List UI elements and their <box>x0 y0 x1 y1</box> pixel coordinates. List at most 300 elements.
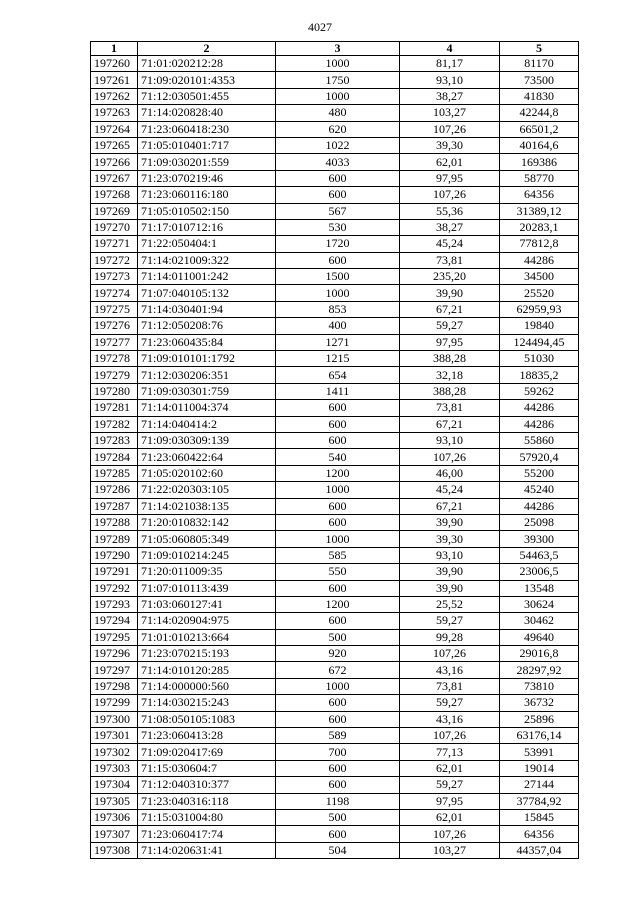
table-row <box>91 449 579 465</box>
table-row <box>91 728 579 744</box>
row-id-cell: 197307 <box>91 826 138 842</box>
value-cell: 73500 <box>500 72 579 88</box>
area-cell: 600 <box>276 498 400 514</box>
value-cell: 20283,1 <box>500 219 579 235</box>
row-id-cell: 197303 <box>91 760 138 776</box>
area-cell: 600 <box>276 826 400 842</box>
cadastral-number-cell: 71:01:010213:664 <box>138 629 276 645</box>
area-cell: 1198 <box>276 793 400 809</box>
cadastral-number-cell: 71:03:060127:41 <box>138 596 276 612</box>
area-cell: 1200 <box>276 465 400 481</box>
area-cell: 620 <box>276 121 400 137</box>
value-cell: 54463,5 <box>500 547 579 563</box>
row-id-cell: 197272 <box>91 252 138 268</box>
value-cell: 36732 <box>500 695 579 711</box>
table-row <box>91 432 579 448</box>
cadastral-number-cell: 71:09:010101:1792 <box>138 351 276 367</box>
rate-cell: 38,27 <box>400 88 500 104</box>
area-cell: 1000 <box>276 285 400 301</box>
area-cell: 600 <box>276 170 400 186</box>
value-cell: 44286 <box>500 252 579 268</box>
value-cell: 55200 <box>500 465 579 481</box>
cadastral-number-cell: 71:23:070215:193 <box>138 646 276 662</box>
value-cell: 30462 <box>500 613 579 629</box>
rate-cell: 67,21 <box>400 301 500 317</box>
area-cell: 1720 <box>276 236 400 252</box>
table-row <box>91 170 579 186</box>
value-cell: 64356 <box>500 826 579 842</box>
value-cell: 66501,2 <box>500 121 579 137</box>
table-body <box>91 56 579 859</box>
value-cell: 57920,4 <box>500 449 579 465</box>
rate-cell: 39,30 <box>400 531 500 547</box>
area-cell: 600 <box>276 695 400 711</box>
area-cell: 1200 <box>276 596 400 612</box>
row-id-cell: 197287 <box>91 498 138 514</box>
value-cell: 39300 <box>500 531 579 547</box>
rate-cell: 67,21 <box>400 416 500 432</box>
cadastral-number-cell: 71:08:050105:1083 <box>138 711 276 727</box>
table-row <box>91 416 579 432</box>
rate-cell: 25,52 <box>400 596 500 612</box>
rate-cell: 45,24 <box>400 482 500 498</box>
value-cell: 18835,2 <box>500 367 579 383</box>
rate-cell: 32,18 <box>400 367 500 383</box>
area-cell: 500 <box>276 809 400 825</box>
area-cell: 600 <box>276 613 400 629</box>
rate-cell: 38,27 <box>400 219 500 235</box>
rate-cell: 39,30 <box>400 137 500 153</box>
data-table <box>90 41 579 859</box>
cadastral-number-cell: 71:07:010113:439 <box>138 580 276 596</box>
row-id-cell: 197289 <box>91 531 138 547</box>
rate-cell: 39,90 <box>400 564 500 580</box>
table-row <box>91 514 579 530</box>
rate-cell: 62,01 <box>400 809 500 825</box>
cadastral-number-cell: 71:05:010502:150 <box>138 203 276 219</box>
cadastral-number-cell: 71:23:060418:230 <box>138 121 276 137</box>
cadastral-number-cell: 71:14:011001:242 <box>138 269 276 285</box>
area-cell: 4033 <box>276 154 400 170</box>
area-cell: 1411 <box>276 383 400 399</box>
area-cell: 1022 <box>276 137 400 153</box>
value-cell: 25520 <box>500 285 579 301</box>
row-id-cell: 197304 <box>91 777 138 793</box>
rate-cell: 39,90 <box>400 580 500 596</box>
table-row <box>91 695 579 711</box>
row-id-cell: 197263 <box>91 105 138 121</box>
row-id-cell: 197277 <box>91 334 138 350</box>
cadastral-number-cell: 71:14:040414:2 <box>138 416 276 432</box>
rate-cell: 45,24 <box>400 236 500 252</box>
rate-cell: 59,27 <box>400 695 500 711</box>
value-cell: 41830 <box>500 88 579 104</box>
row-id-cell: 197264 <box>91 121 138 137</box>
area-cell: 600 <box>276 760 400 776</box>
row-id-cell: 197282 <box>91 416 138 432</box>
column-header-3: 3 <box>276 42 400 56</box>
cadastral-number-cell: 71:09:020101:4353 <box>138 72 276 88</box>
row-id-cell: 197291 <box>91 564 138 580</box>
area-cell: 530 <box>276 219 400 235</box>
row-id-cell: 197293 <box>91 596 138 612</box>
area-cell: 1000 <box>276 531 400 547</box>
cadastral-number-cell: 71:23:060116:180 <box>138 187 276 203</box>
rate-cell: 388,28 <box>400 383 500 399</box>
table-row <box>91 760 579 776</box>
row-id-cell: 197274 <box>91 285 138 301</box>
cadastral-number-cell: 71:09:010214:245 <box>138 547 276 563</box>
rate-cell: 59,27 <box>400 613 500 629</box>
area-cell: 1000 <box>276 88 400 104</box>
value-cell: 13548 <box>500 580 579 596</box>
value-cell: 73810 <box>500 678 579 694</box>
table-row <box>91 383 579 399</box>
row-id-cell: 197273 <box>91 269 138 285</box>
row-id-cell: 197285 <box>91 465 138 481</box>
cadastral-number-cell: 71:05:060805:349 <box>138 531 276 547</box>
table-row <box>91 252 579 268</box>
column-header-5: 5 <box>500 42 579 56</box>
value-cell: 34500 <box>500 269 579 285</box>
cadastral-number-cell: 71:14:030401:94 <box>138 301 276 317</box>
row-id-cell: 197281 <box>91 400 138 416</box>
cadastral-number-cell: 71:14:021009:322 <box>138 252 276 268</box>
table-row <box>91 351 579 367</box>
area-cell: 480 <box>276 105 400 121</box>
page-number: 4027 <box>308 20 332 34</box>
rate-cell: 73,81 <box>400 400 500 416</box>
cadastral-number-cell: 71:12:040310:377 <box>138 777 276 793</box>
cadastral-number-cell: 71:09:030309:139 <box>138 432 276 448</box>
table-row <box>91 367 579 383</box>
cadastral-number-cell: 71:09:020417:69 <box>138 744 276 760</box>
row-id-cell: 197265 <box>91 137 138 153</box>
rate-cell: 62,01 <box>400 760 500 776</box>
area-cell: 600 <box>276 580 400 596</box>
value-cell: 30624 <box>500 596 579 612</box>
column-header-2: 2 <box>138 42 276 56</box>
row-id-cell: 197298 <box>91 678 138 694</box>
row-id-cell: 197308 <box>91 842 138 858</box>
rate-cell: 67,21 <box>400 498 500 514</box>
row-id-cell: 197295 <box>91 629 138 645</box>
row-id-cell: 197302 <box>91 744 138 760</box>
row-id-cell: 197286 <box>91 482 138 498</box>
table-row <box>91 72 579 88</box>
cadastral-number-cell: 71:09:030201:559 <box>138 154 276 170</box>
table-row <box>91 105 579 121</box>
row-id-cell: 197294 <box>91 613 138 629</box>
rate-cell: 235,20 <box>400 269 500 285</box>
row-id-cell: 197280 <box>91 383 138 399</box>
area-cell: 500 <box>276 629 400 645</box>
rate-cell: 97,95 <box>400 334 500 350</box>
area-cell: 1500 <box>276 269 400 285</box>
rate-cell: 97,95 <box>400 793 500 809</box>
rate-cell: 43,16 <box>400 711 500 727</box>
area-cell: 1000 <box>276 56 400 72</box>
value-cell: 169386 <box>500 154 579 170</box>
row-id-cell: 197262 <box>91 88 138 104</box>
cadastral-number-cell: 71:20:011009:35 <box>138 564 276 580</box>
table-row <box>91 498 579 514</box>
table-row <box>91 580 579 596</box>
table-row <box>91 777 579 793</box>
value-cell: 27144 <box>500 777 579 793</box>
area-cell: 1000 <box>276 678 400 694</box>
row-id-cell: 197300 <box>91 711 138 727</box>
area-cell: 400 <box>276 318 400 334</box>
value-cell: 44357,04 <box>500 842 579 858</box>
area-cell: 600 <box>276 514 400 530</box>
row-id-cell: 197284 <box>91 449 138 465</box>
rate-cell: 73,81 <box>400 252 500 268</box>
value-cell: 45240 <box>500 482 579 498</box>
area-cell: 600 <box>276 432 400 448</box>
cadastral-number-cell: 71:01:020212:28 <box>138 56 276 72</box>
rate-cell: 107,26 <box>400 646 500 662</box>
value-cell: 19014 <box>500 760 579 776</box>
table-row <box>91 318 579 334</box>
row-id-cell: 197283 <box>91 432 138 448</box>
table-row <box>91 219 579 235</box>
table-row <box>91 678 579 694</box>
table-row <box>91 187 579 203</box>
cadastral-number-cell: 71:07:040105:132 <box>138 285 276 301</box>
row-id-cell: 197269 <box>91 203 138 219</box>
area-cell: 654 <box>276 367 400 383</box>
cadastral-number-cell: 71:23:060435:84 <box>138 334 276 350</box>
table-row <box>91 662 579 678</box>
value-cell: 51030 <box>500 351 579 367</box>
table-row <box>91 137 579 153</box>
table-row <box>91 809 579 825</box>
area-cell: 1000 <box>276 482 400 498</box>
rate-cell: 55,36 <box>400 203 500 219</box>
rate-cell: 46,00 <box>400 465 500 481</box>
table-row <box>91 465 579 481</box>
area-cell: 567 <box>276 203 400 219</box>
table-row <box>91 482 579 498</box>
table-row <box>91 646 579 662</box>
rate-cell: 107,26 <box>400 826 500 842</box>
column-header-1: 1 <box>91 42 138 56</box>
area-cell: 920 <box>276 646 400 662</box>
area-cell: 600 <box>276 252 400 268</box>
rate-cell: 99,28 <box>400 629 500 645</box>
row-id-cell: 197288 <box>91 514 138 530</box>
rate-cell: 93,10 <box>400 547 500 563</box>
table-row <box>91 56 579 72</box>
rate-cell: 62,01 <box>400 154 500 170</box>
table-row <box>91 842 579 858</box>
cadastral-number-cell: 71:14:010120:285 <box>138 662 276 678</box>
value-cell: 49640 <box>500 629 579 645</box>
value-cell: 19840 <box>500 318 579 334</box>
cadastral-number-cell: 71:12:050208:76 <box>138 318 276 334</box>
row-id-cell: 197271 <box>91 236 138 252</box>
value-cell: 44286 <box>500 416 579 432</box>
value-cell: 42244,8 <box>500 105 579 121</box>
row-id-cell: 197267 <box>91 170 138 186</box>
row-id-cell: 197290 <box>91 547 138 563</box>
row-id-cell: 197301 <box>91 728 138 744</box>
rate-cell: 103,27 <box>400 842 500 858</box>
row-id-cell: 197278 <box>91 351 138 367</box>
value-cell: 59262 <box>500 383 579 399</box>
cadastral-number-cell: 71:14:030215:243 <box>138 695 276 711</box>
value-cell: 37784,92 <box>500 793 579 809</box>
value-cell: 40164,6 <box>500 137 579 153</box>
table-row <box>91 269 579 285</box>
area-cell: 672 <box>276 662 400 678</box>
cadastral-number-cell: 71:20:010832:142 <box>138 514 276 530</box>
cadastral-number-cell: 71:23:070219:46 <box>138 170 276 186</box>
value-cell: 64356 <box>500 187 579 203</box>
cadastral-number-cell: 71:22:050404:1 <box>138 236 276 252</box>
value-cell: 44286 <box>500 498 579 514</box>
row-id-cell: 197296 <box>91 646 138 662</box>
header-row <box>91 42 579 56</box>
rate-cell: 77,13 <box>400 744 500 760</box>
table-row <box>91 596 579 612</box>
area-cell: 504 <box>276 842 400 858</box>
area-cell: 700 <box>276 744 400 760</box>
rate-cell: 93,10 <box>400 72 500 88</box>
row-id-cell: 197299 <box>91 695 138 711</box>
cadastral-number-cell: 71:23:040316:118 <box>138 793 276 809</box>
cadastral-number-cell: 71:09:030301:759 <box>138 383 276 399</box>
value-cell: 29016,8 <box>500 646 579 662</box>
row-id-cell: 197292 <box>91 580 138 596</box>
rate-cell: 97,95 <box>400 170 500 186</box>
cadastral-number-cell: 71:23:060413:28 <box>138 728 276 744</box>
cadastral-number-cell: 71:22:020303:105 <box>138 482 276 498</box>
area-cell: 600 <box>276 187 400 203</box>
area-cell: 600 <box>276 416 400 432</box>
table-row <box>91 711 579 727</box>
table-row <box>91 154 579 170</box>
rate-cell: 107,26 <box>400 449 500 465</box>
value-cell: 124494,45 <box>500 334 579 350</box>
row-id-cell: 197275 <box>91 301 138 317</box>
area-cell: 600 <box>276 777 400 793</box>
area-cell: 853 <box>276 301 400 317</box>
area-cell: 540 <box>276 449 400 465</box>
rate-cell: 93,10 <box>400 432 500 448</box>
cadastral-number-cell: 71:14:020631:41 <box>138 842 276 858</box>
row-id-cell: 197261 <box>91 72 138 88</box>
value-cell: 25098 <box>500 514 579 530</box>
cadastral-number-cell: 71:14:021038:135 <box>138 498 276 514</box>
cadastral-number-cell: 71:23:060417:74 <box>138 826 276 842</box>
rate-cell: 81,17 <box>400 56 500 72</box>
area-cell: 550 <box>276 564 400 580</box>
area-cell: 600 <box>276 400 400 416</box>
rate-cell: 388,28 <box>400 351 500 367</box>
area-cell: 1215 <box>276 351 400 367</box>
cadastral-number-cell: 71:14:020828:40 <box>138 105 276 121</box>
row-id-cell: 197270 <box>91 219 138 235</box>
table-row <box>91 203 579 219</box>
value-cell: 58770 <box>500 170 579 186</box>
table-row <box>91 613 579 629</box>
cadastral-number-cell: 71:05:020102:60 <box>138 465 276 481</box>
row-id-cell: 197297 <box>91 662 138 678</box>
table-row <box>91 744 579 760</box>
table-row <box>91 793 579 809</box>
row-id-cell: 197279 <box>91 367 138 383</box>
value-cell: 28297,92 <box>500 662 579 678</box>
table-row <box>91 301 579 317</box>
rate-cell: 107,26 <box>400 728 500 744</box>
row-id-cell: 197268 <box>91 187 138 203</box>
area-cell: 1750 <box>276 72 400 88</box>
table-row <box>91 826 579 842</box>
rate-cell: 107,26 <box>400 121 500 137</box>
rate-cell: 107,26 <box>400 187 500 203</box>
table-row <box>91 285 579 301</box>
value-cell: 15845 <box>500 809 579 825</box>
area-cell: 585 <box>276 547 400 563</box>
table-row <box>91 121 579 137</box>
value-cell: 23006,5 <box>500 564 579 580</box>
table-row <box>91 88 579 104</box>
value-cell: 31389,12 <box>500 203 579 219</box>
value-cell: 55860 <box>500 432 579 448</box>
value-cell: 81170 <box>500 56 579 72</box>
cadastral-number-cell: 71:14:000000:560 <box>138 678 276 694</box>
row-id-cell: 197305 <box>91 793 138 809</box>
value-cell: 77812,8 <box>500 236 579 252</box>
row-id-cell: 197266 <box>91 154 138 170</box>
rate-cell: 59,27 <box>400 318 500 334</box>
table-row <box>91 334 579 350</box>
rate-cell: 39,90 <box>400 285 500 301</box>
column-header-4: 4 <box>400 42 500 56</box>
value-cell: 53991 <box>500 744 579 760</box>
rate-cell: 39,90 <box>400 514 500 530</box>
cadastral-number-cell: 71:14:020904:975 <box>138 613 276 629</box>
cadastral-number-cell: 71:23:060422:64 <box>138 449 276 465</box>
value-cell: 25896 <box>500 711 579 727</box>
table-row <box>91 531 579 547</box>
table-row <box>91 547 579 563</box>
rate-cell: 103,27 <box>400 105 500 121</box>
rate-cell: 73,81 <box>400 678 500 694</box>
cadastral-number-cell: 71:15:030604:7 <box>138 760 276 776</box>
cadastral-number-cell: 71:05:010401:717 <box>138 137 276 153</box>
rate-cell: 43,16 <box>400 662 500 678</box>
value-cell: 63176,14 <box>500 728 579 744</box>
value-cell: 62959,93 <box>500 301 579 317</box>
cadastral-number-cell: 71:12:030501:455 <box>138 88 276 104</box>
cadastral-number-cell: 71:15:031004:80 <box>138 809 276 825</box>
table-row <box>91 400 579 416</box>
table-row <box>91 564 579 580</box>
area-cell: 600 <box>276 711 400 727</box>
area-cell: 589 <box>276 728 400 744</box>
rate-cell: 59,27 <box>400 777 500 793</box>
row-id-cell: 197276 <box>91 318 138 334</box>
row-id-cell: 197260 <box>91 56 138 72</box>
row-id-cell: 197306 <box>91 809 138 825</box>
value-cell: 44286 <box>500 400 579 416</box>
table-row <box>91 236 579 252</box>
area-cell: 1271 <box>276 334 400 350</box>
cadastral-number-cell: 71:17:010712:16 <box>138 219 276 235</box>
